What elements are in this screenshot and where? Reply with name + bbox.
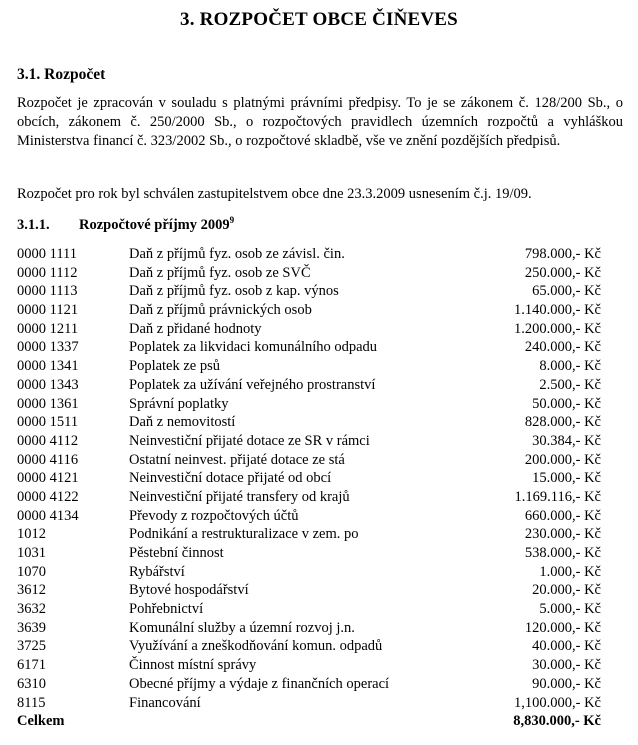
table-row [17,488,623,507]
row-amount: 828.000,- Kč [524,414,601,431]
table-row [17,563,623,582]
row-amount: 1.140.000,- Kč [514,302,601,319]
row-code: 0000 1111 [17,246,78,262]
table-row [17,432,623,451]
row-amount: 30.000,- Kč [532,657,601,674]
table-row [17,376,623,395]
table-row [17,637,623,656]
table-row [17,694,623,713]
row-description: Poplatek ze psů [129,358,221,375]
row-description: Poplatek za užívání veřejného prostranství [129,376,376,393]
row-code: 0000 1361 [17,395,79,412]
row-description: Bytové hospodářství [129,582,249,599]
total-row [17,712,623,731]
row-code: 8115 [17,694,46,711]
table-row [17,451,623,470]
row-description: Daň z přidané hodnoty [129,320,262,337]
row-description: Využívání a zneškodňování komun. odpadů [129,638,383,655]
row-code: 0000 1341 [17,358,79,375]
table-row [17,395,623,414]
table-row [17,469,623,488]
row-amount: 5.000,- Kč [539,601,601,618]
footnote-marker: 9 [229,215,235,225]
row-description: Pohřebnictví [129,601,204,618]
row-code: 6171 [17,657,46,674]
table-row [17,656,623,675]
row-amount: 15.000,- Kč [532,470,601,487]
table-row [17,525,623,544]
row-code: 0000 4121 [17,470,79,487]
row-code: 0000 4134 [17,507,79,524]
row-description: Ostatní neinvest. přijaté dotace ze stá [129,451,345,468]
row-amount: 660.000,- Kč [524,507,601,524]
table-row [17,301,623,320]
row-description: Správní poplatky [129,395,229,412]
subsection-label: Rozpočtové příjmy 2009 [79,217,230,233]
row-amount: 65.000,- Kč [532,283,601,300]
row-description: Daň z příjmů fyz. osob ze SVČ [129,264,311,281]
table-row [17,282,623,301]
table-row [17,245,623,264]
table-row [17,264,623,283]
row-code: 3612 [17,582,46,599]
row-amount: 230.000,- Kč [524,526,601,543]
section-title: 3.1. Rozpočet [17,66,106,83]
total-amount: 8,830.000,- Kč [513,713,601,730]
row-description: Podnikání a restrukturalizace v zem. po [129,526,359,543]
row-amount: 798.000,- Kč [524,246,601,262]
total-label: Celkem [17,713,65,730]
table-row [17,675,623,694]
page-heading: 3. ROZPOČET OBCE ČIŇEVES [180,9,458,30]
row-code: 1012 [17,526,46,543]
row-amount: 40.000,- Kč [532,638,601,655]
row-description: Daň z příjmů fyz. osob z kap. výnos [129,283,339,300]
row-amount: 538.000,- Kč [524,545,601,561]
row-description: Daň z nemovitostí [129,414,236,431]
row-description: Poplatek za likvidaci komunálního odpadu [129,339,378,356]
row-description: Neinvestiční dotace přijaté od obcí [129,470,332,487]
table-row [17,581,623,600]
row-code: 0000 1511 [17,414,79,431]
section-paragraph-2: Rozpočet pro rok byl schválen zastupitelstvem obce dne 23.3.2009 usnesením č.j. 19/09. [17,186,532,202]
row-code: 0000 1337 [17,339,79,356]
row-code: 0000 1113 [17,283,78,300]
row-code: 0000 4122 [17,488,79,505]
row-code: 0000 1112 [17,264,78,281]
row-code: 1031 [17,545,46,561]
row-code: 0000 4116 [17,451,79,468]
row-description: Neinvestiční přijaté transfery od krajů [129,488,350,505]
row-description: Rybářství [129,563,185,580]
row-amount: 250.000,- Kč [524,264,601,281]
row-amount: 8.000,- Kč [539,358,601,375]
row-amount: 200.000,- Kč [524,451,601,468]
row-code: 0000 1121 [17,302,79,319]
section-paragraph-1: Rozpočet je zpracován v souladu s platnými právními předpisy. To je se zákonem č. 128/200 Sb., o obcích, zákonem č. 250/2000 Sb., o rozpočtových pravidlech územních rozpočtů a vyhláškou Ministerstva financí č. 323/2002 Sb., o rozpočtové skladbě, vše ve znění pozdějších předpisů. [17,95,623,150]
row-code: 3639 [17,619,46,636]
table-row [17,413,623,432]
row-amount: 1.000,- Kč [539,563,601,580]
row-amount: 30.384,- Kč [532,432,601,449]
row-description: Neinvestiční přijaté dotace ze SR v rámci [129,432,370,449]
row-description: Daň z příjmů fyz. osob ze závisl. čin. [129,246,345,262]
table-row [17,507,623,526]
row-amount: 1,100.000,- Kč [514,694,601,711]
row-code: 6310 [17,675,46,692]
subsection-title [17,215,234,234]
row-description: Činnost místní správy [129,657,257,674]
table-row [17,320,623,339]
row-amount: 120.000,- Kč [524,619,601,636]
row-description: Převody z rozpočtových účtů [129,507,299,524]
table-row [17,338,623,357]
row-description: Pěstební činnost [129,545,224,561]
row-description: Financování [129,694,201,711]
row-amount: 1.200.000,- Kč [514,320,601,337]
row-amount: 90.000,- Kč [532,675,601,692]
row-description: Komunální služby a územní rozvoj j.n. [129,619,355,636]
row-description: Daň z příjmů právnických osob [129,302,312,319]
row-code: 0000 1211 [17,320,79,337]
row-amount: 20.000,- Kč [532,582,601,599]
row-amount: 2.500,- Kč [539,376,601,393]
row-amount: 50.000,- Kč [532,395,601,412]
budget-table [17,245,623,731]
row-code: 0000 1343 [17,376,79,393]
row-code: 1070 [17,563,46,580]
table-row [17,619,623,638]
row-code: 3632 [17,601,46,618]
row-description: Obecné příjmy a výdaje z finančních operací [129,675,390,692]
row-amount: 1.169.116,- Kč [514,488,601,505]
row-code: 0000 4112 [17,432,79,449]
table-row [17,544,623,563]
table-row [17,600,623,619]
subsection-number: 3.1.1. [17,217,50,233]
table-row [17,357,623,376]
row-amount: 240.000,- Kč [524,339,601,356]
row-code: 3725 [17,638,46,655]
